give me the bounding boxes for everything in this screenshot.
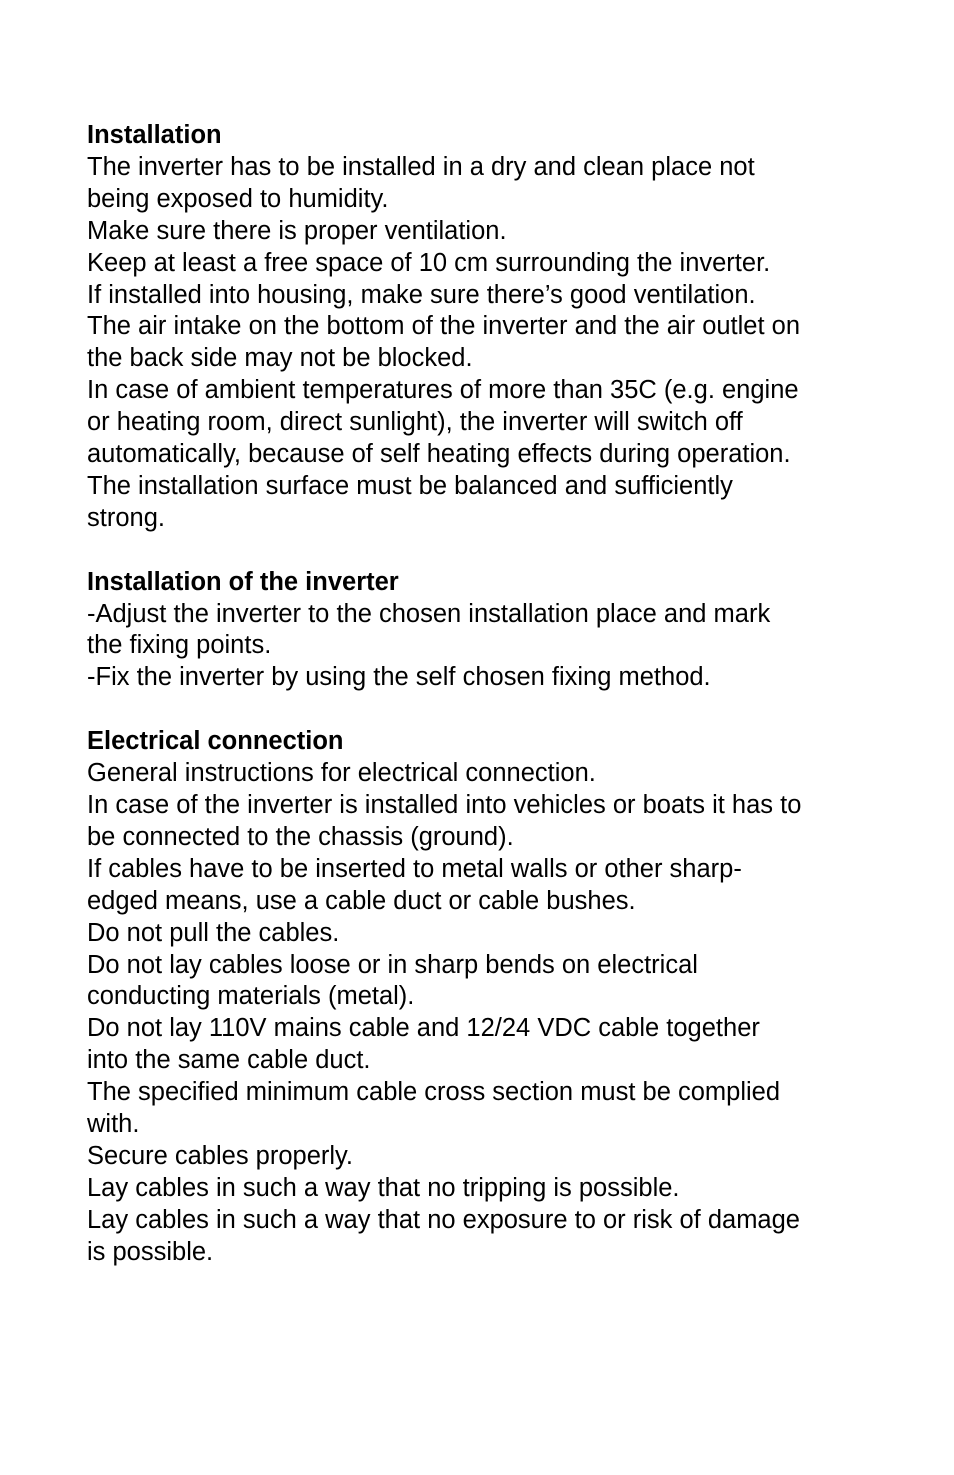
section-spacer — [87, 535, 887, 567]
text-line: strong. — [87, 503, 165, 532]
text-line: Do not pull the cables. — [87, 918, 340, 947]
text-line: -Adjust the inverter to the chosen installation place and mark — [87, 599, 771, 628]
text-line: Keep at least a free space of 10 cm surrounding the inverter. — [87, 248, 771, 277]
text-line: The installation surface must be balanced and sufficiently — [87, 471, 733, 500]
text-line: automatically, because of self heating effects during operation. — [87, 440, 791, 469]
text-line: is possible. — [87, 1237, 214, 1266]
text-line: the fixing points. — [87, 631, 272, 660]
text-line: If cables have to be inserted to metal walls or other sharp- — [87, 854, 742, 883]
text-line: General instructions for electrical connection. — [87, 759, 596, 788]
text-line: conducting materials (metal). — [87, 982, 415, 1011]
text-line: edged means, use a cable duct or cable bushes. — [87, 886, 636, 915]
text-line: being exposed to humidity. — [87, 184, 389, 213]
text-line: the back side may not be blocked. — [87, 344, 473, 373]
section-installation-of-inverter — [87, 567, 887, 695]
text-line: be connected to the chassis (ground). — [87, 822, 514, 851]
section-title: Installation — [87, 121, 222, 149]
text-line: The inverter has to be installed in a dry and clean place not — [87, 152, 755, 181]
text-line: In case of ambient temperatures of more than 35C (e.g. engine — [87, 376, 799, 405]
section-spacer — [87, 694, 887, 726]
text-line: If installed into housing, make sure there’s good ventilation. — [87, 280, 756, 309]
section-installation — [87, 120, 887, 535]
text-line: Do not lay 110V mains cable and 12/24 VDC cable together — [87, 1014, 760, 1043]
document-page — [87, 120, 887, 1269]
text-line: -Fix the inverter by using the self chosen fixing method. — [87, 663, 711, 692]
text-line: In case of the inverter is installed into vehicles or boats it has to — [87, 791, 802, 819]
text-line: Make sure there is proper ventilation. — [87, 216, 507, 245]
section-electrical-connection — [87, 726, 887, 1268]
text-line: Lay cables in such a way that no exposure to or risk of damage — [87, 1205, 800, 1234]
text-line: into the same cable duct. — [87, 1046, 371, 1075]
text-line: The specified minimum cable cross section must be complied — [87, 1078, 781, 1107]
text-line: Lay cables in such a way that no tripping is possible. — [87, 1173, 680, 1202]
text-line: Secure cables properly. — [87, 1141, 353, 1170]
text-line: The air intake on the bottom of the inverter and the air outlet on — [87, 312, 801, 341]
text-line: or heating room, direct sunlight), the inverter will switch off — [87, 408, 743, 437]
section-title: Electrical connection — [87, 727, 344, 756]
section-title: Installation of the inverter — [87, 567, 399, 596]
text-line: Do not lay cables loose or in sharp bends on electrical — [87, 950, 698, 979]
text-line: with. — [87, 1110, 140, 1139]
